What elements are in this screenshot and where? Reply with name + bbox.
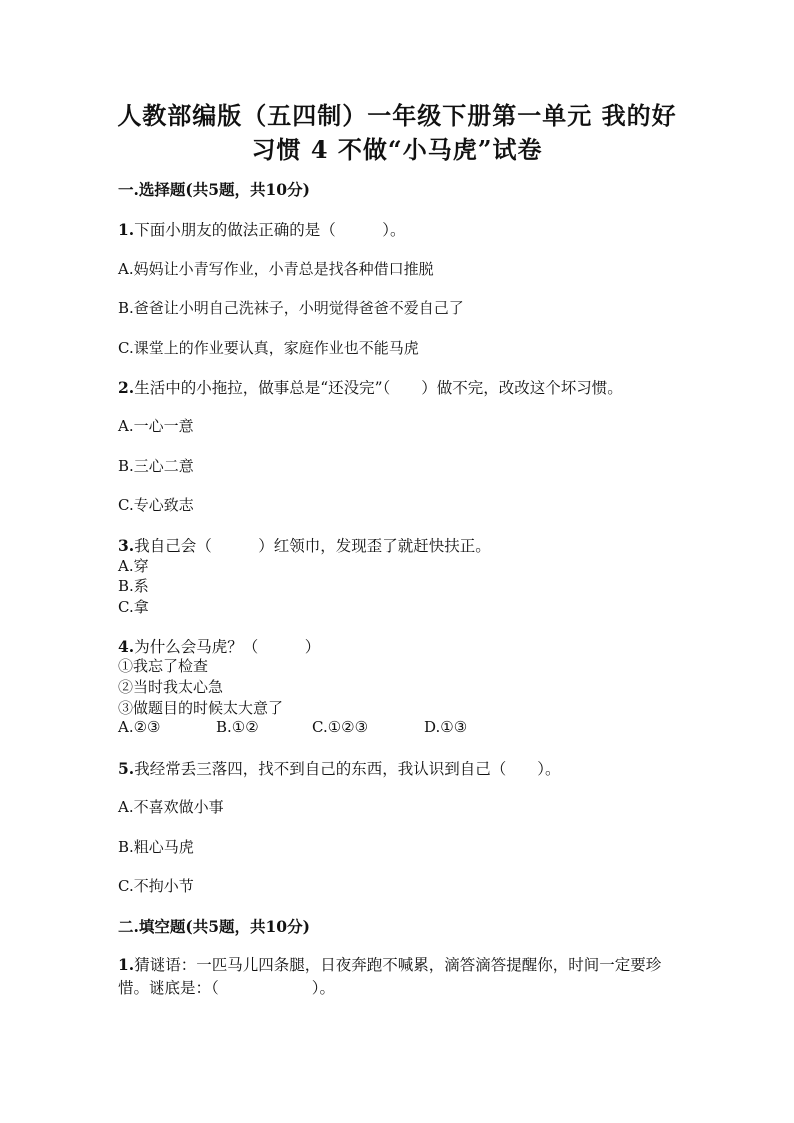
option-c: C.①②③ xyxy=(312,718,369,736)
section-heading-fill-blank: 二.填空题(共5题，共10分) xyxy=(118,917,310,936)
option-a: A.妈妈让小青写作业，小青总是找各种借口推脱 xyxy=(118,260,434,278)
option-c: C.课堂上的作业要认真，家庭作业也不能马虎 xyxy=(118,339,419,357)
option-a: A.一心一意 xyxy=(118,417,194,435)
statement-item: ③做题目的时候太大意了 xyxy=(118,699,284,717)
question-4 xyxy=(118,635,320,657)
page-title-line2: 习惯 4 不做“小马虎”试卷 xyxy=(251,135,543,164)
option-a: A.②③ xyxy=(118,718,161,736)
option-b: B.粗心马虎 xyxy=(118,838,194,856)
question-stem: 为什么会马虎？（ ） xyxy=(134,638,321,656)
question-number: 1. xyxy=(118,220,135,239)
question-number: 2. xyxy=(118,378,135,397)
statement-item: ②当时我太心急 xyxy=(118,678,224,696)
question-stem: 我自己会（ ）红领巾，发现歪了就赶快扶正。 xyxy=(134,537,491,555)
section-heading-choice: 一.选择题(共5题，共10分) xyxy=(118,180,310,199)
question-stem: 生活中的小拖拉，做事总是“还没完”（ ）做不完，改改这个坏习惯。 xyxy=(134,379,623,397)
option-d: D.①③ xyxy=(424,718,468,736)
option-c: C.专心致志 xyxy=(118,496,194,514)
question-5 xyxy=(118,757,560,779)
question-stem: 我经常丢三落四，找不到自己的东西，我认识到自己（ ）。 xyxy=(134,760,561,778)
fill-question-1 xyxy=(118,953,678,1000)
option-b: B.系 xyxy=(118,577,149,595)
question-number: 1. xyxy=(118,955,135,974)
page-title-line1: 人教部编版（五四制）一年级下册第一单元 我的好 xyxy=(117,101,677,130)
option-b: B.爸爸让小明自己洗袜子，小明觉得爸爸不爱自己了 xyxy=(118,299,464,317)
option-b: B.①② xyxy=(216,718,259,736)
question-3 xyxy=(118,534,491,556)
option-c: C.不拘小节 xyxy=(118,877,194,895)
question-2 xyxy=(118,376,623,398)
question-stem: 猜谜语：一匹马儿四条腿，日夜奔跑不喊累，滴答滴答提醒你，时间一定要珍惜。谜底是：（ ）。 xyxy=(118,956,662,997)
option-a: A.不喜欢做小事 xyxy=(118,798,224,816)
option-c: C.拿 xyxy=(118,598,149,616)
question-number: 4. xyxy=(118,637,135,656)
question-1 xyxy=(118,218,405,240)
option-a: A.穿 xyxy=(118,557,149,575)
option-row xyxy=(118,718,467,736)
question-stem: 下面小朋友的做法正确的是（ ）。 xyxy=(134,221,406,239)
question-number: 5. xyxy=(118,759,135,778)
option-b: B.三心二意 xyxy=(118,457,194,475)
question-number: 3. xyxy=(118,536,135,555)
statement-item: ①我忘了检查 xyxy=(118,657,209,675)
